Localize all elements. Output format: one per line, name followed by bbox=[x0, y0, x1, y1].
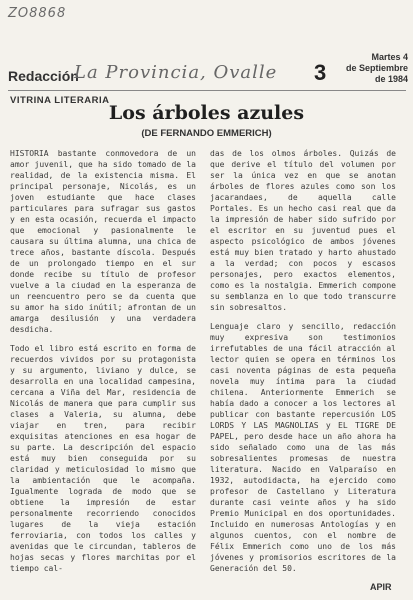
paragraph: Lenguaje claro y sencillo, redacción muy expresiva son testimonios irrefutables de una fácil atracción al lector quien se opera en términos los casi noventa páginas de esta pequeña novela muy íntima para la ciudad chilena. Anteriormente Emmerich se había dado a conocer a los lectores al publicar con bastante repercusión LOS LORDS Y LAS MAGNOLIAS y EL TIGRE DE PAPEL, pero desde hace un año ahora ha sido señalado como una de las más sobresalientes promesas de nuestra literatura. Nacido en Valparaíso en 1932, autodidacta, ha ejercido como profesor de Castellano y Literatura durante casi veinte años y ha sido Premio Municipal en dos oportunidades. Incluido en numerosas Antologías y en algunos cuentos, con el nombre de Félix Emmerich como uno de los más jóvenes y promisorios escritores de la Generación del 50. bbox=[210, 322, 396, 573]
author-signature: APIR bbox=[370, 582, 392, 592]
section-kicker: VITRINA LITERARIA bbox=[10, 95, 110, 106]
date-line-2: de Septiembre bbox=[345, 63, 408, 73]
paragraph: HISTORIA bastante conmovedora de un amor juvenil, que ha sido tomado de la realidad, de la existencia misma. El principal personaje, Nicolás, es un joven estudiante que hace clases particulares para sufragar sus gastos y en esta ocasión, recuerda el impacto que emocional y pasionalmente le causara su última alumna, una chica de trece años, bastante díscola. Después de un prolongado tiempo en el sur donde recibe su título de profesor vuelve a la ciudad en la esperanza de un reencuentro pero se da cuenta que su amor ha sido inútil; afrontan de un amarga desilusión y una verdadera desdicha. bbox=[10, 149, 196, 334]
masthead bbox=[8, 52, 408, 86]
article-headline: Los árboles azules bbox=[108, 102, 305, 124]
article-column-left bbox=[10, 148, 196, 574]
publication-date bbox=[334, 52, 408, 85]
paragraph: Todo el libro está escrito en forma de recuerdos vividos por su protagonista y su argumento, liviano y dulce, se desarrolla en una localidad campesina, cercana a Viña del Mar, residencia de Nicolás de manera que para cumplir sus clases a Valeria, su alumna, debe viajar en tren, para recibir exquisitas atenciones en esa hogar de su parte. La descripción del espacio está muy bien conseguida por su claridad y meticulosidad lo mismo que la ambientación que le acompaña. Igualmente lograda de modo que se obtiene la impresión de estar personalmente recorriendo conocidos lugares de la vieja estación ferroviaria, con todos los calles y avenidas que le circundan, tableros de hojas secas y flores marchitas por el tiempo cal- bbox=[10, 344, 196, 573]
article-byline: (DE FERNANDO EMMERICH) bbox=[141, 128, 272, 139]
newspaper-name: La Provincia, Ovalle bbox=[74, 62, 278, 83]
page-number: 3 bbox=[314, 60, 327, 85]
date-line-3: de 1984 bbox=[374, 74, 408, 84]
paragraph: das de los olmos árboles. Quizás de que derive el título del volumen por ser la única vez en que se anotan árboles de flores azules como son los jacarandaes, de aquella calle Portales. Es un hecho casi real que da la impresión de haber sido sufrido por el escritor en su juventud pues el aspecto psicológico de ambos jóvenes está muy bien tratado y harto ahustado a la verdad; con pocos y escasos personajes, pero exactos elementos, como es la nostalgia. Emmerich compone su semblanza en lo que todo transcurre sin sobresaltos. bbox=[210, 149, 396, 312]
archive-id: ZO8868 bbox=[8, 6, 67, 21]
article-column-right bbox=[210, 148, 396, 574]
date-line-1: Martes 4 bbox=[371, 52, 408, 62]
masthead-divider bbox=[8, 90, 406, 91]
section-label: Redacción bbox=[8, 68, 79, 84]
